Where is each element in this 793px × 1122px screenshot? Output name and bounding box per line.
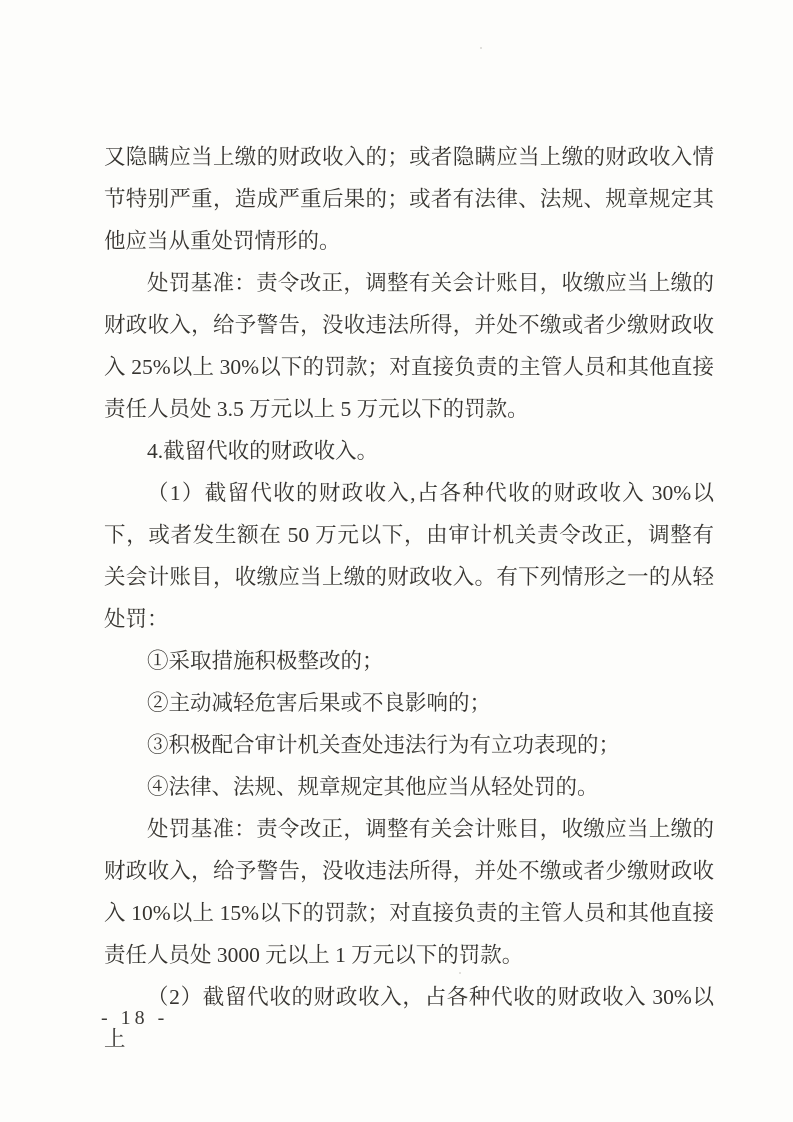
paragraph: 处罚基准：责令改正，调整有关会计账目，收缴应当上缴的财政收入，给予警告，没收违法所得，并处不缴或者少缴财政收入 10%以上 15%以下的罚款；对直接负责的主管人员和其他直接责任人员处 3000 元以上 1 万元以下的罚款。	[104, 817, 714, 967]
scan-speck	[459, 972, 461, 974]
scan-speck	[480, 47, 482, 49]
page-number: - 18 -	[101, 1007, 169, 1029]
paragraph: （1）截留代收的财政收入,占各种代收的财政收入 30%以下，或者发生额在 50 万元以下，由审计机关责令改正，调整有关会计账目，收缴应当上缴的财政收入。有下列情形之一的从轻处罚：	[104, 481, 714, 631]
paragraph: ③积极配合审计机关查处违法行为有立功表现的；	[147, 733, 621, 757]
document-body	[104, 136, 714, 1060]
paragraph: ①采取措施积极整改的；	[147, 649, 384, 673]
paragraph: 又隐瞒应当上缴的财政收入的；或者隐瞒应当上缴的财政收入情节特别严重，造成严重后果的；或者有法律、法规、规章规定其他应当从重处罚情形的。	[104, 145, 714, 253]
paragraph: （2）截留代收的财政收入，占各种代收的财政收入 30%以上	[104, 985, 714, 1051]
paragraph: ②主动减轻危害后果或不良影响的；	[147, 691, 492, 715]
paragraph: 4.截留代收的财政收入。	[147, 439, 379, 463]
paragraph: ④法律、法规、规章规定其他应当从轻处罚的。	[147, 775, 599, 799]
paragraph: 处罚基准：责令改正，调整有关会计账目，收缴应当上缴的财政收入，给予警告，没收违法所得，并处不缴或者少缴财政收入 25%以上 30%以下的罚款；对直接负责的主管人员和其他直接责任人员处 3.5 万元以上 5 万元以下的罚款。	[104, 271, 714, 421]
